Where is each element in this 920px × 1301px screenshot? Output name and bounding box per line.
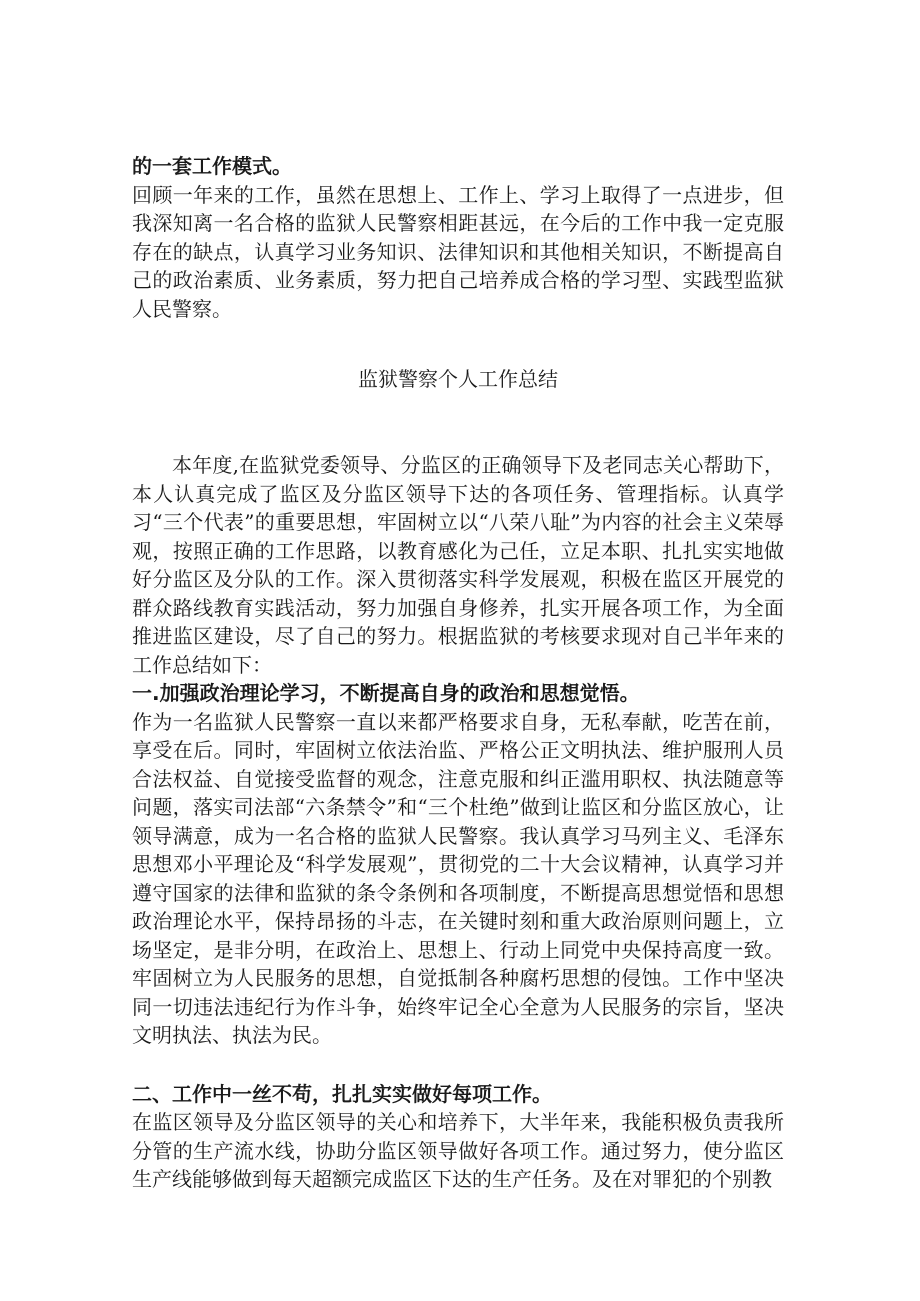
section2-heading: 二、工作中一丝不苟，扎扎实实做好每项工作。 xyxy=(132,1081,552,1106)
intro-paragraph: 本年度,在监狱党委领导、分监区的正确领导下及老同志关心帮助下，本人认真完成了监区及分监区领导下达的各项任务、管理指标。认真学习“三个代表”的重要思想，牢固树立以“八荣八耻”为内容的社会主义荣辱观，按照正确的工作思路，以教育感化为己任，立足本职、扎扎实实地做好分监区及分队的工作。深入贯彻落实科学发展观，积极在监区开展党的群众路线教育实践活动，努力加强自身修养，扎实开展各项工作，为全面推进监区建设，尽了自己的努力。根据监狱的考核要求现对自己半年来的工作总结如下： xyxy=(132,453,784,677)
heading-fragment: 的一套工作模式。 xyxy=(132,154,292,178)
section1-heading: 一.加强政治理论学习，不断提高自身的政治和思想觉悟。 xyxy=(132,681,640,705)
document-title: 监狱警察个人工作总结 xyxy=(358,367,558,391)
section1-body: 作为一名监狱人民警察一直以来都严格要求自身，无私奉献，吃苦在前，享受在后。同时，牢固树立依法治监、严格公正文明执法、维护服刑人员合法权益、自觉接受监督的观念，注意克服和纠正滥用职权、执法随意等问题，落实司法部“六条禁令”和“三个杜绝”做到让监区和分监区放心，让领导满意，成为一名合格的监狱人民警察。我认真学习马列主义、毛泽东思想邓小平理论及“科学发展观”，贯彻党的二十大会议精神，认真学习并遵守国家的法律和监狱的条令条例和各项制度，不断提高思想觉悟和思想政治理论水平，保持昂扬的斗志，在关键时刻和重大政治原则问题上，立场坚定，是非分明，在政治上、思想上、行动上同党中央保持高度一致。牢固树立为人民服务的思想，自觉抵制各种腐朽思想的侵蚀。工作中坚决同一切违法违纪行为作斗争，始终牢记全心全意为人民服务的宗旨，坚决文明执法、执法为民。 xyxy=(132,709,784,1047)
closing-paragraph: 回顾一年来的工作，虽然在思想上、工作上、学习上取得了一点进步，但我深知离一名合格的监狱人民警察相距甚远，在今后的工作中我一定克服存在的缺点，认真学习业务知识、法律知识和其他相关知识，不断提高自己的政治素质、业务素质，努力把自己培养成合格的学习型、实践型监狱人民警察。 xyxy=(132,182,784,321)
section2-body: 在监区领导及分监区领导的关心和培养下，大半年来，我能积极负责我所分管的生产流水线，协助分监区领导做好各项工作。通过努力，使分监区生产线能够做到每天超额完成监区下达的生产任务。及在对罪犯的个别教 xyxy=(132,1110,784,1191)
document-page xyxy=(132,152,784,1194)
